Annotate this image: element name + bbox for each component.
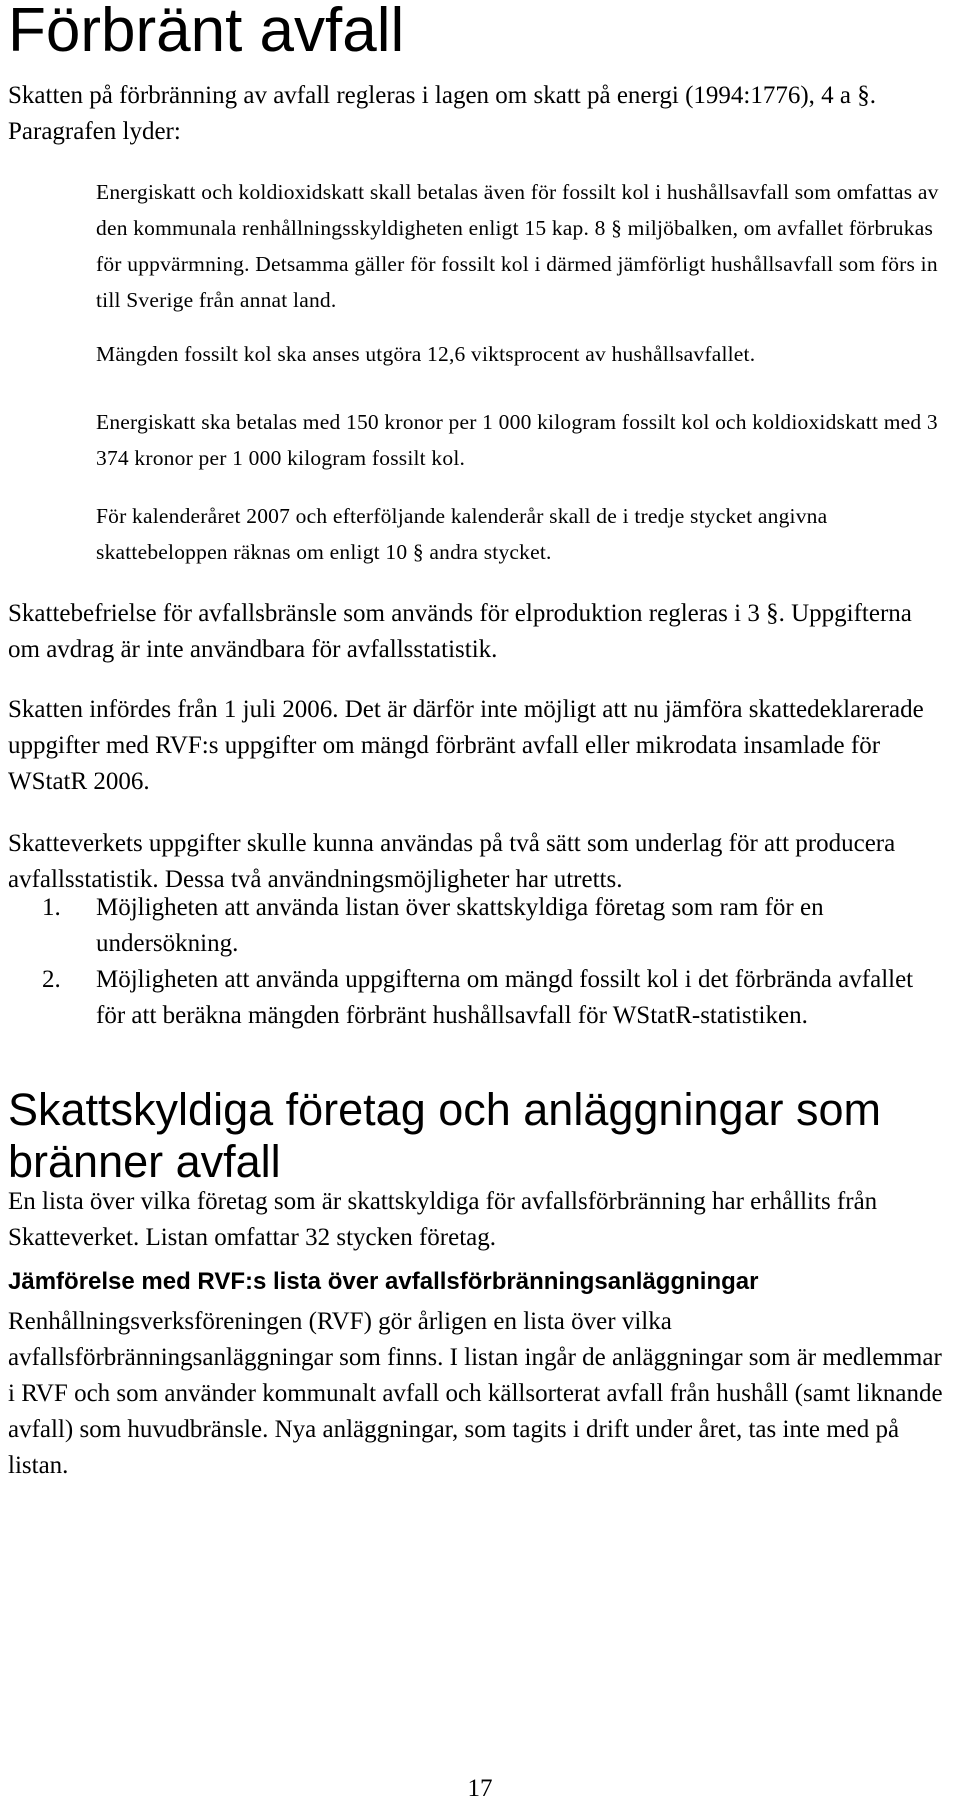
law-quote-paragraph-2: Mängden fossilt kol ska anses utgöra 12,6 viktsprocent av hushållsavfallet. — [96, 342, 756, 366]
tax-exemption-paragraph: Skattebefrielse för avfallsbränsle som används för elproduktion regleras i 3 §. Uppgifterna om avdrag är inte användbara för avfallsstatistik. — [8, 600, 912, 663]
list-item-text: Möjligheten att använda listan över skattskyldiga företag som ram för en undersökning. — [96, 894, 824, 957]
law-quote-paragraph-3: Energiskatt ska betalas med 150 kronor per 1 000 kilogram fossilt kol och koldioxidskatt med 3 374 kronor per 1 000 kilogram fossilt kol. — [96, 410, 938, 470]
section-heading: Skattskyldiga företag och anläggningar som bränner avfall — [8, 1084, 882, 1187]
intro-paragraph: Skatten på förbränning av avfall regleras i lagen om skatt på energi (1994:1776), 4 a §. Paragrafen lyder: — [8, 82, 877, 145]
tax-agency-paragraph: Skatteverkets uppgifter skulle kunna användas på två sätt som underlag för att producera avfallsstatistik. Dessa två användningsmöjligheter har utretts. — [8, 830, 896, 893]
list-item-text: Möjligheten att använda uppgifterna om mängd fossilt kol i det förbrända avfallet för att beräkna mängden förbränt hushållsavfall för WStatR-statistiken. — [96, 966, 914, 1029]
sub-heading: Jämförelse med RVF:s lista över avfallsförbränningsanläggningar — [8, 1268, 759, 1295]
section-paragraph: En lista över vilka företag som är skattskyldiga för avfallsförbränning har erhållits från Skatteverket. Listan omfattar 32 stycken företag. — [8, 1188, 878, 1251]
list-item — [8, 890, 948, 962]
list-item-number: 2. — [42, 966, 61, 993]
possibilities-list — [8, 890, 948, 1034]
tax-introduction-paragraph: Skatten infördes från 1 juli 2006. Det är därför inte möjligt att nu jämföra skattedeklarerade uppgifter med RVF:s uppgifter om mängd förbränt avfall eller mikrodata insamlade för WStatR 2006. — [8, 696, 924, 795]
law-quote-paragraph-1: Energiskatt och koldioxidskatt skall betalas även för fossilt kol i hushållsavfall som omfattas av den kommunala renhållningsskyldigheten enligt 15 kap. 8 § miljöbalken, om avfallet förbrukas för uppvärmning. Detsamma gäller för fossilt kol i därmed jämförligt hushållsavfall som förs in till Sverige från annat land. — [96, 180, 939, 312]
list-item — [8, 962, 948, 1034]
law-quote-paragraph-4: För kalenderåret 2007 och efterföljande kalenderår skall de i tredje stycket angivna skattebeloppen räknas om enligt 10 § andra stycket. — [96, 504, 828, 564]
page-number: 17 — [467, 1775, 493, 1802]
page-title: Förbränt avfall — [8, 0, 405, 65]
list-item-number: 1. — [42, 894, 61, 921]
sub-paragraph: Renhållningsverksföreningen (RVF) gör årligen en lista över vilka avfallsförbränningsanläggningar som finns. I listan ingår de anläggningar som är medlemmar i RVF och som använder kommunalt avfall och källsorterat avfall från hushåll (samt liknande avfall) som huvudbränsle. Nya anläggningar, som tagits i drift under året, tas inte med på listan. — [8, 1308, 943, 1479]
